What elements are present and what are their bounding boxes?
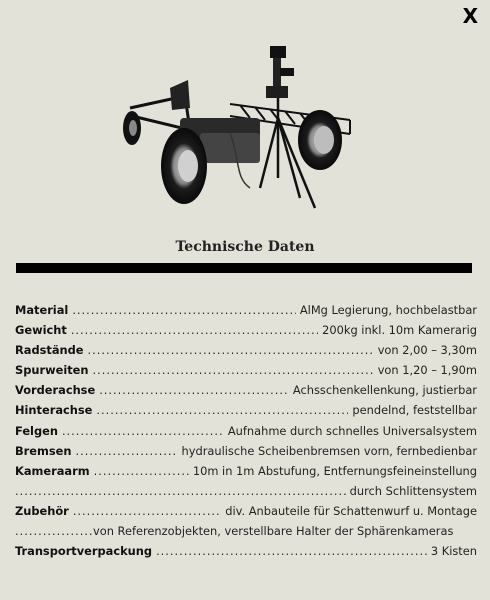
leader-dots (88, 340, 374, 360)
leader-dots (15, 481, 346, 501)
spec-row-zubehoer-cont (15, 521, 477, 541)
spec-row-spurweiten (15, 360, 477, 380)
spec-value: 200kg inkl. 10m Kamerarig (322, 323, 477, 338)
spec-label: Radstände (15, 343, 84, 358)
leader-dots (76, 441, 178, 461)
spec-row-bremsen (15, 441, 477, 461)
title-divider (16, 263, 472, 273)
spec-row-transportverpackung (15, 541, 477, 561)
spec-label: Vorderachse (15, 383, 96, 398)
spec-value: div. Anbauteile für Schattenwurf u. Montage (225, 503, 477, 518)
spec-value: AlMg Legierung, hochbelastbar (299, 303, 477, 317)
spec-value: pendelnd, feststellbar (352, 403, 477, 418)
spec-row-hinterachse (15, 400, 477, 420)
leader-dots (71, 320, 318, 340)
spec-label: Kameraarm (15, 463, 90, 478)
spec-label: Gewicht (15, 323, 67, 338)
spec-label: Bremsen (15, 443, 72, 458)
spec-row-kameraarm (15, 461, 477, 481)
spec-value: hydraulische Scheibenbremsen vorn, fernbedienbar (181, 443, 477, 458)
spec-value: von 1,20 – 1,90m (377, 363, 477, 378)
spec-row-zubehoer (15, 501, 477, 521)
leader-dots (15, 521, 93, 541)
spec-value: Aufnahme durch schnelles Universalsystem (227, 423, 477, 438)
leader-dots (73, 501, 221, 521)
section-title: Technische Daten (175, 239, 315, 255)
spec-value: von Referenzobjekten, verstellbare Halter der Sphärenkameras (93, 524, 454, 539)
spec-label: Spurweiten (15, 363, 89, 378)
leader-dots (94, 461, 189, 481)
spec-row-gewicht (15, 320, 477, 340)
close-button[interactable]: X (462, 4, 478, 28)
leader-dots (72, 300, 296, 320)
leader-dots (93, 360, 374, 380)
spec-row-material (15, 300, 477, 320)
spec-label: Felgen (15, 423, 58, 438)
spec-label: Hinterachse (15, 403, 93, 418)
spec-value: von 2,00 – 3,30m (377, 343, 477, 358)
spec-row-felgen (15, 421, 477, 441)
spec-value: durch Schlittensystem (349, 483, 477, 498)
leader-dots (96, 400, 348, 420)
spec-list (15, 300, 477, 561)
spec-label: Transportverpackung (15, 544, 153, 559)
spec-row-kameraarm-cont (15, 481, 477, 501)
spec-label: Zubehör (15, 503, 69, 518)
camera-rig-trailer-photo (110, 38, 370, 223)
leader-dots (62, 421, 224, 441)
spec-row-vorderachse (15, 380, 477, 400)
spec-value: 3 Kisten (430, 544, 477, 559)
spec-value: 10m in 1m Abstufung, Entfernungsfeineinstellung (192, 463, 477, 478)
leader-dots (99, 380, 289, 400)
spec-value: Achsschenkellenkung, justierbar (292, 383, 477, 398)
spec-row-radstaende (15, 340, 477, 360)
leader-dots (156, 541, 427, 561)
spec-label: Material (15, 303, 69, 317)
